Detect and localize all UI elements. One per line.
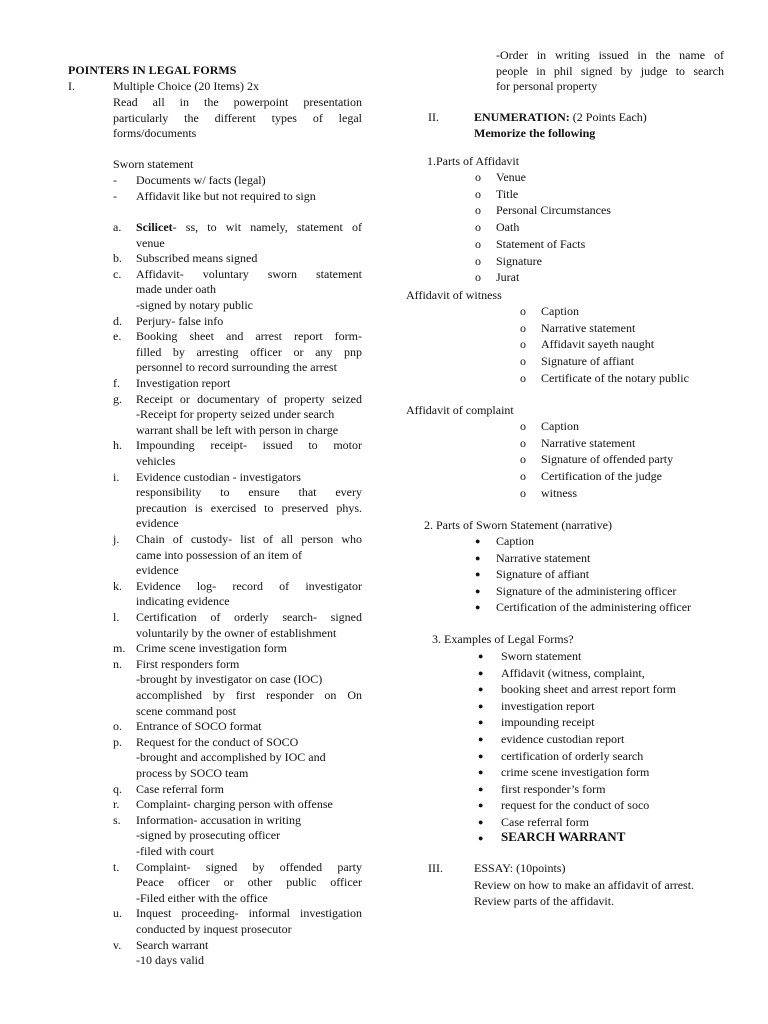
witness-part: Certificate of the notary public [541,370,689,385]
affidavit-part: Statement of Facts [496,236,586,251]
list-letter: k. [113,578,122,593]
list-item-line: Subscribed means signed [136,251,258,266]
example-item: evidence custodian report [501,732,625,746]
affidavit-part: Title [496,186,519,201]
list-letter: j. [113,532,120,546]
witness-part: Affidavit sayeth naught [541,337,655,352]
circle-bullet: o [520,354,526,369]
circle-bullet: o [475,270,481,285]
list-item-line: Request for the conduct of SOCO [136,734,299,749]
bullet: ● [478,667,484,678]
sworn-part: Certification of the administering officer [496,600,692,615]
list-letter: d. [113,313,122,328]
bullet: ● [475,536,481,546]
list-item-line: Receipt or documentary of property seized [136,391,362,406]
section-1-heading: Multiple Choice (20 Items) 2x [113,79,259,93]
list-letter: g. [113,391,122,406]
list-item-line: filled by arresting officer or any pnp [136,344,362,359]
list-letter: a. [113,220,122,234]
complaint-heading: Affidavit of complaint [406,403,514,417]
list-item-line: voluntarily by the owner of establishment [136,625,337,640]
list-item-line: precaution is exercised to preserved phys. [136,500,362,515]
list-letter: h. [113,438,122,453]
circle-bullet: o [520,469,526,484]
bullet: ● [478,817,484,827]
example-item-bold: SEARCH WARRANT [501,829,626,844]
list-item-line: -filed with court [136,844,214,858]
list-item-line: -signed by prosecuting officer [136,828,281,843]
circle-bullet: o [520,304,526,318]
bullet: ● [475,569,481,580]
example-item: first responder’s form [501,781,606,796]
list-item-line: -10 days valid [136,953,204,968]
sworn-part: Signature of affiant [496,567,590,582]
bullet: ● [475,552,481,563]
list-item-line: First responders form [136,656,240,671]
bullet: ● [475,602,481,613]
witness-heading: Affidavit of witness [406,288,502,302]
bullet: ● [478,767,484,778]
sworn-part: Narrative statement [496,550,591,565]
list-item-line: Scilicet- ss, to wit namely, statement of [136,220,362,234]
list-item-line: Evidence log- record of investigator [136,578,362,593]
circle-bullet: o [520,320,526,335]
sworn-part: Caption [496,534,534,548]
circle-bullet: o [475,236,481,251]
section-3-numeral: III. [428,861,443,875]
list-item-line: Search warrant [136,937,209,952]
circle-bullet: o [475,186,481,201]
section-2-subheading: Memorize the following [474,126,596,140]
list-item-line: -brought and accomplished by IOC and [136,750,326,765]
affidavit-part: Venue [496,170,526,184]
example-item: crime scene investigation form [501,765,650,780]
witness-part: Signature of affiant [541,354,635,369]
list-item-line: Perjury- false info [136,313,224,328]
page-title: POINTERS IN LEGAL FORMS [68,63,237,77]
list-item-line: Certification of orderly search- signed [136,610,362,624]
section-2-heading: ENUMERATION: (2 Points Each) [474,110,647,124]
complaint-part: Certification of the judge [541,469,662,484]
circle-bullet: o [520,370,526,385]
section-2-numeral: II. [428,110,439,124]
circle-bullet: o [475,253,481,268]
list-item-line: scene command post [136,703,236,718]
list-item-line: Crime scene investigation form [136,641,287,656]
list-letter: n. [113,656,122,671]
intro-line: particularly the different types of legal [113,110,362,125]
list-item-line: personnel to record surrounding the arrest [136,360,337,375]
intro-line: forms/documents [113,126,197,141]
dash-item: Affidavit like but not required to sign [136,188,316,203]
sworn-part: Signature of the administering officer [496,583,677,598]
affidavit-part: Personal Circumstances [496,203,611,218]
bullet: ● [478,717,484,728]
list-item-line: -Filed either with the office [136,890,268,905]
essay-line: Review parts of the affidavit. [474,893,615,908]
list-letter: r. [113,797,120,812]
bullet: ● [478,783,484,794]
list-item-line: Evidence custodian - investigators [136,469,301,484]
bullet: ● [478,684,484,695]
circle-bullet: o [520,435,526,450]
sworn-parts-heading: 2. Parts of Sworn Statement (narrative) [424,518,612,532]
list-item-line: Investigation report [136,376,231,390]
list-item-line: conducted by inquest prosecutor [136,922,292,936]
circle-bullet: o [475,203,481,218]
list-letter: f. [113,376,120,390]
list-letter: u. [113,906,122,921]
intro-line: Read all in the powerpoint presentation [113,95,362,109]
warrant-definition-line: -Order in writing issued in the name of [496,48,724,62]
witness-part: Caption [541,304,579,318]
list-item-line: indicating evidence [136,594,230,609]
list-letter: v. [113,937,122,952]
list-item-line: Complaint- signed by offended party [136,859,362,874]
circle-bullet: o [475,220,481,235]
list-item-line: accomplished by first responder on On [136,688,362,702]
list-item-line: Case referral form [136,781,224,796]
complaint-part: Signature of offended party [541,452,674,467]
circle-bullet: o [520,452,526,467]
list-item-line: came into possession of an item of [136,547,302,562]
affidavit-part: Jurat [496,270,520,285]
complaint-part: witness [541,485,577,500]
list-letter: t. [113,859,120,874]
circle-bullet: o [520,485,526,500]
dash-mark: - [113,173,117,187]
list-item-line: Affidavit- voluntary sworn statement [136,266,362,281]
affidavit-parts-heading: 1.Parts of Affidavit [427,154,520,168]
list-item-line: Chain of custody- list of all person who [136,532,362,546]
sworn-statement-heading: Sworn statement [113,157,194,171]
term-bold: Scilicet [136,220,173,234]
list-item-line: Complaint- charging person with offense [136,797,333,812]
circle-bullet: o [520,337,526,352]
bullet: ● [478,734,484,744]
warrant-definition-line: for personal property [496,79,598,94]
list-item-line: Impounding receipt- issued to motor [136,438,362,453]
complaint-part: Caption [541,419,579,433]
bullet: ● [478,700,484,711]
list-item-line: Inquest proceeding- informal investigation [136,906,362,921]
bullet: ● [478,651,484,661]
list-item-line: -Receipt for property seized under search [136,407,335,422]
dash-item: Documents w/ facts (legal) [136,173,266,187]
list-letter: l. [113,610,120,624]
list-item-line: warrant shall be left with person in charge [136,422,339,437]
list-letter: s. [113,812,121,827]
section-3-heading: ESSAY: (10points) [474,861,566,875]
list-letter: o. [113,719,122,734]
example-item: Affidavit (witness, complaint, [501,665,645,680]
list-item-line: vehicles [136,454,176,468]
list-letter: b. [113,251,122,266]
example-item: request for the conduct of soco [501,798,650,813]
list-item-line: Peace officer or other public officer [136,875,362,890]
example-item: booking sheet and arrest report form [501,682,676,697]
example-item: certification of orderly search [501,748,644,763]
list-item-line: evidence [136,563,179,578]
list-item-line: -signed by notary public [136,298,253,312]
essay-line: Review on how to make an affidavit of arrest. [474,878,695,892]
dash-mark: - [113,188,117,203]
list-item-line: -brought by investigator on case (IOC) [136,672,323,687]
list-item-line: Entrance of SOCO format [136,719,262,734]
list-item-line: responsibility to ensure that every [136,485,362,500]
affidavit-part: Signature [496,253,542,268]
bullet: ● [475,585,481,596]
list-item-line: made under oath [136,282,216,297]
list-letter: i. [113,469,120,484]
list-letter: q. [113,781,122,796]
list-item-line: Information- accusation in writing [136,812,301,827]
list-item-line: process by SOCO team [136,766,249,780]
list-letter: c. [113,266,122,281]
examples-heading: 3. Examples of Legal Forms? [432,632,574,646]
list-item-line: Booking sheet and arrest report form- [136,329,362,344]
list-letter: e. [113,329,122,344]
bullet: ● [478,750,484,761]
witness-part: Narrative statement [541,320,636,335]
example-item: Sworn statement [501,649,582,663]
circle-bullet: o [520,419,526,433]
complaint-part: Narrative statement [541,435,636,450]
example-item: investigation report [501,698,595,713]
section-1-numeral: I. [68,79,75,93]
enumeration-label: ENUMERATION: [474,110,570,124]
bullet: ● [478,800,484,811]
warrant-definition-line: people in phil signed by judge to search [496,63,724,78]
circle-bullet: o [475,170,481,184]
example-item: Case referral form [501,815,589,829]
example-item: impounding receipt [501,715,595,730]
list-item-line: evidence [136,516,179,531]
list-item-line: venue [136,235,165,250]
list-letter: m. [113,641,126,656]
affidavit-part: Oath [496,220,520,235]
list-letter: p. [113,734,122,749]
bullet: ● [478,833,484,843]
